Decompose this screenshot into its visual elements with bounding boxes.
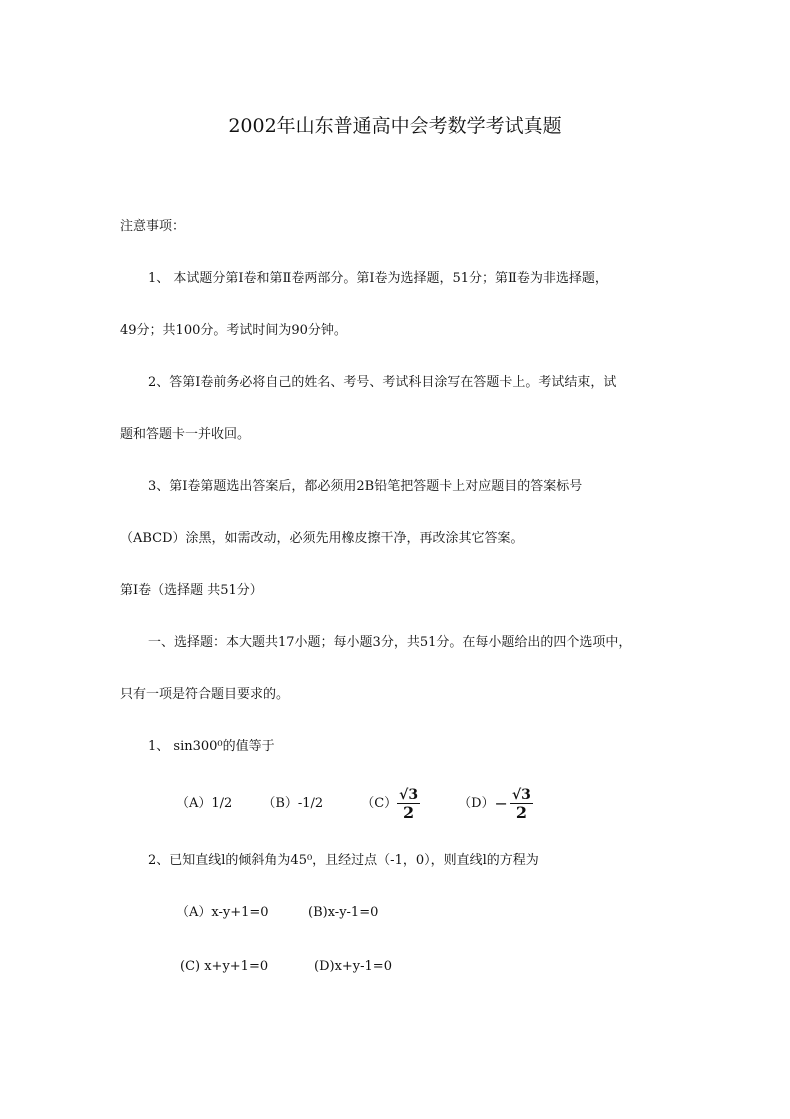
sqrt3-numerator: √3 — [511, 786, 531, 803]
q2-option-a: （A）x-y+1=0 — [176, 905, 269, 920]
note-3-line-1: 3、第Ⅰ卷第题选出答案后，都必须用2B铅笔把答题卡上对应题目的答案标号 — [148, 479, 583, 494]
q1-option-c-label: （C） — [361, 796, 398, 811]
q2-option-b: (B)x-y-1=0 — [308, 905, 379, 920]
section-heading: 第Ⅰ卷（选择题 共51分） — [120, 583, 263, 598]
notes-heading: 注意事项： — [120, 219, 186, 234]
question-1-options — [176, 782, 533, 826]
q1-option-a: （A）1/2 — [176, 796, 233, 811]
note-1-line-2: 49分；共100分。考试时间为90分钟。 — [120, 323, 347, 338]
fraction-denominator: 2 — [403, 802, 415, 822]
note-1-line-1: 1、 本试题分第Ⅰ卷和第Ⅱ卷两部分。第Ⅰ卷为选择题，51分；第Ⅱ卷为非选择题， — [148, 271, 608, 286]
q1-option-b: （B）-1/2 — [262, 796, 324, 811]
section-intro-line-2: 只有一项是符合题目要求的。 — [120, 687, 290, 702]
minus-sign: − — [494, 794, 508, 813]
sqrt3-numerator: √3 — [399, 786, 419, 803]
q1-option-d-fraction — [510, 787, 533, 822]
page-title: 2002年山东普通高中会考数学考试真题 — [228, 115, 562, 137]
question-2-stem: 2、已知直线l的倾斜角为45⁰，且经过点（-1，0），则直线l的方程为 — [148, 853, 539, 868]
section-intro-line-1: 一、选择题：本大题共17小题；每小题3分，共51分。在每小题给出的四个选项中， — [148, 635, 632, 650]
q1-option-c-fraction — [397, 787, 420, 822]
q2-option-c: (C) x+y+1=0 — [180, 959, 269, 974]
note-2-line-1: 2、答第Ⅰ卷前务必将自己的姓名、考号、考试科目涂写在答题卡上。考试结束，试 — [148, 375, 617, 390]
question-1-stem: 1、 sin300⁰的值等于 — [148, 739, 275, 754]
q2-option-d: (D)x+y-1=0 — [314, 959, 392, 974]
q1-option-d-label: （D） — [458, 796, 495, 811]
note-3-line-2: （ABCD）涂黑，如需改动，必须先用橡皮擦干净，再改涂其它答案。 — [120, 531, 524, 546]
fraction-denominator: 2 — [515, 802, 527, 822]
note-2-line-2: 题和答题卡一并收回。 — [120, 427, 251, 442]
